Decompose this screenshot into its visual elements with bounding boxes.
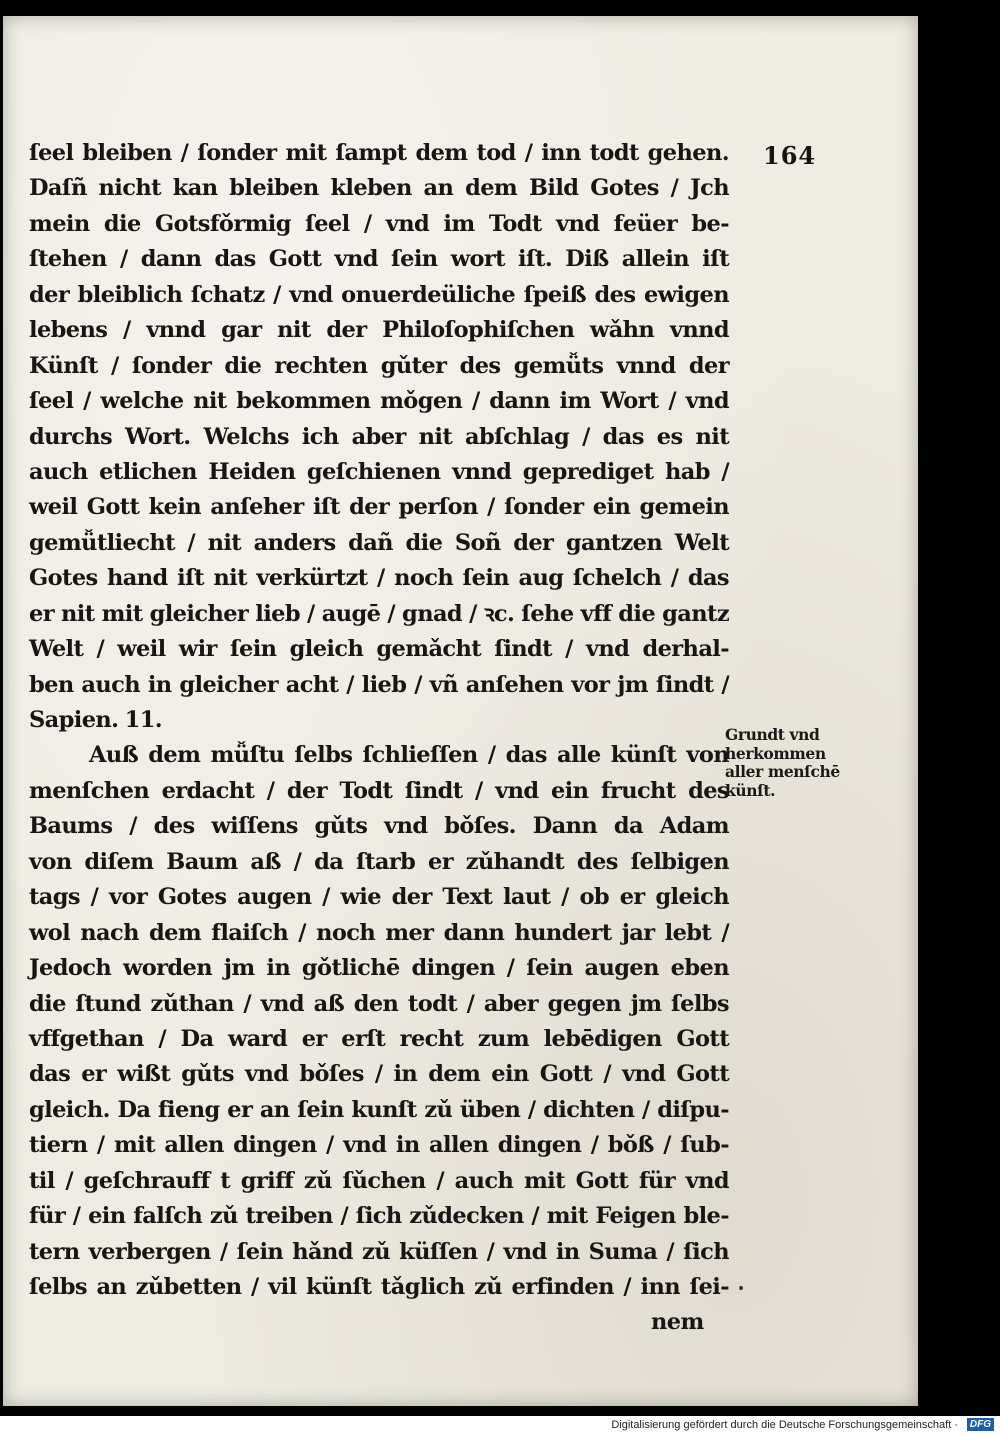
text-line: die ſtund zǔthan / vnd aß den todt / aber gegen jm ſelbs: [29, 990, 729, 1017]
text-line: lebens / vnnd gar nit der Philoſophiſchen wǎhn vnnd: [29, 317, 729, 344]
text-line: er nit mit gleicher lieb / augē / gnad / ꝛc. ſehe vff die gantz: [29, 600, 729, 627]
text-line: auch etlichen Heiden geſchienen vnnd geprediget hab /: [29, 458, 729, 485]
marginal-note-line: herkommen: [725, 743, 826, 763]
text-line: ſtehen / dann das Gott vnd ſein wort iſt. Diß allein iſt: [29, 246, 729, 273]
ink-speck: [739, 1286, 743, 1290]
marginal-note-line: aller menſchē: [725, 762, 840, 781]
footer-bar: [0, 1416, 1000, 1434]
text-line: Künſt / ſonder die rechten gǔter des gemǚts vnnd der: [29, 352, 729, 379]
page-number: 164: [763, 141, 817, 170]
text-line: gemǚtliecht / nit anders dañ die Soñ der gantzen Welt: [29, 529, 729, 556]
text-line: Baums / des wiſſens gǔts vnd bǒſes. Dann da Adam: [29, 813, 729, 840]
book-page: [3, 16, 918, 1406]
text-line: tiern / mit allen dingen / vnd in allen dingen / bǒß / ſub-: [29, 1132, 729, 1159]
text-line: wol nach dem flaiſch / noch mer dann hundert jar lebt /: [29, 919, 729, 946]
text-line: ſelbs an zǔbetten / vil künſt tǎglich zǔ erfinden / inn ſei-: [29, 1274, 729, 1300]
text-line: das er wißt gǔts vnd bǒſes / in dem ein Gott / vnd Gott: [29, 1061, 729, 1088]
text-line: til / geſchrauff t griff zǔ ſǔchen / auch mit Gott für vnd: [29, 1167, 729, 1194]
text-line: gleich. Da fieng er an ſein kunſt zǔ üben / dichten / diſpu-: [29, 1096, 729, 1123]
text-line: von diſem Baum aß / da ſtarb er zǔhandt des ſelbigen: [29, 848, 729, 875]
text-line: ſeel bleiben / ſonder mit ſampt dem tod / inn todt gehen.: [29, 140, 729, 166]
text-line: für / ein falſch zǔ treiben / ſich zǔdecken / mit Feigen ble-: [29, 1203, 729, 1230]
text-line: tern verbergen / ſein hǎnd zǔ küſſen / vnd in Suma / ſich: [29, 1238, 729, 1265]
dfg-logo: DFG: [967, 1418, 994, 1431]
text-line: ſeel / welche nit bekommen mǒgen / dann im Wort / vnd: [29, 388, 729, 415]
text-line: Gotes hand iſt nit verkürtzt / noch ſein aug ſchelch / das: [29, 565, 729, 592]
text-line: tags / vor Gotes augen / wie der Text laut / ob er gleich: [29, 884, 729, 911]
text-line: Daſñ nicht kan bleiben kleben an dem Bild Gotes / Jch: [29, 175, 729, 202]
text-line: durchs Wort. Welchs ich aber nit abſchlag / das es nit: [29, 423, 729, 450]
marginal-note: [725, 726, 865, 800]
text-line: vffgethan / Da ward er erſt recht zum lebēdigen Gott: [29, 1025, 729, 1052]
text-line: ben auch in gleicher acht / lieb / vñ anſehen vor jm ſindt /: [29, 671, 729, 698]
funding-credit: Digitalisierung gefördert durch die Deutsche Forschungsgemeinschaft ·: [611, 1419, 958, 1431]
marginal-note-line: Grundt vnd: [725, 725, 820, 744]
catchword: nem: [651, 1309, 704, 1336]
text-line: menſchen erdacht / der Todt ſindt / vnd ein frucht des: [29, 777, 729, 804]
text-line: Jedoch worden jm in gǒtlichē dingen / ſein augen eben: [29, 955, 729, 982]
text-line: Sapien. 11.: [29, 707, 162, 733]
text-line: der bleiblich ſchatz / vnd onuerdeüliche ſpeiß des ewigen: [29, 281, 729, 308]
body-text: [29, 136, 729, 1341]
text-line: mein die Gotsfǒrmig ſeel / vnd im Todt vnd feüer be-: [29, 210, 729, 237]
marginal-note-line: künſt.: [725, 780, 776, 800]
text-line: weil Gott kein anſeher iſt der perſon / ſonder ein gemein: [29, 494, 729, 521]
text-line: Welt / weil wir ſein gleich gemǎcht ſindt / vnd derhal-: [29, 636, 729, 663]
text-line: Auß dem mǚſtu ſelbs ſchlieſſen / das alle künſt von: [89, 742, 729, 769]
